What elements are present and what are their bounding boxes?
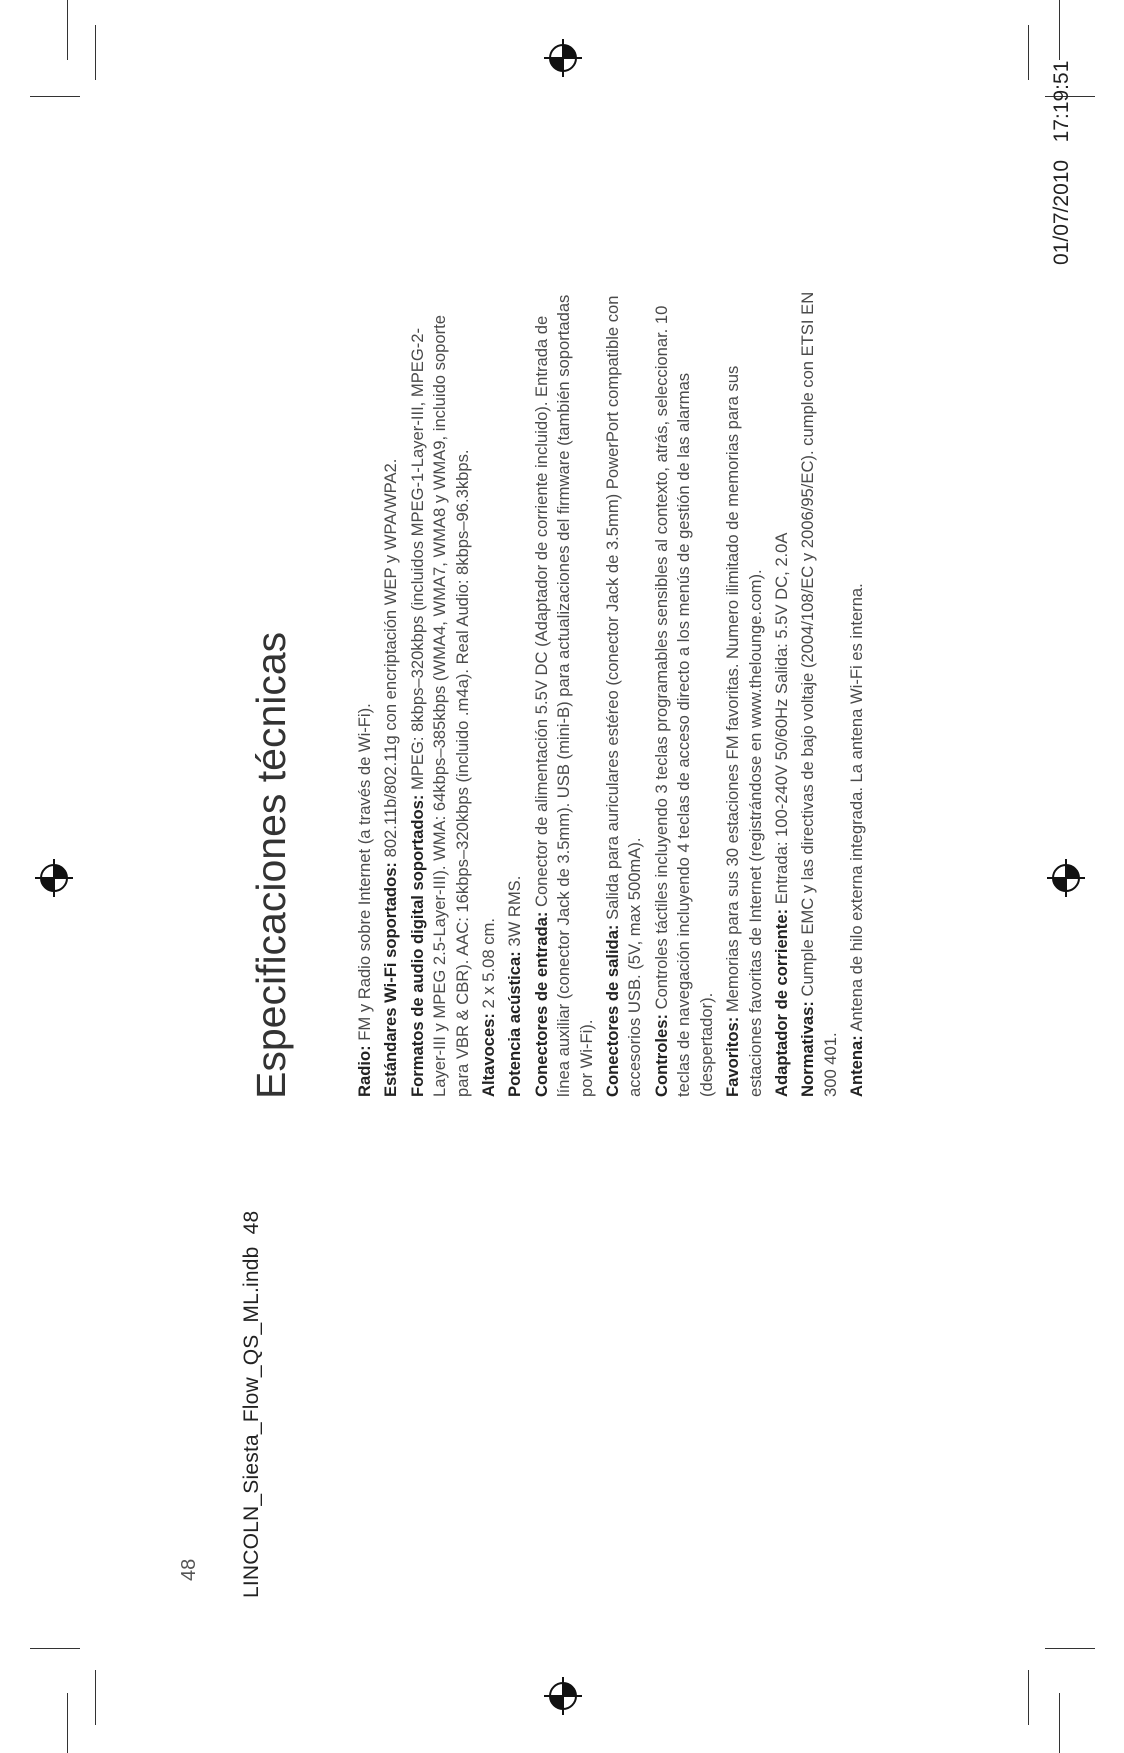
spec-text: 2 x 5.08 cm. bbox=[479, 918, 499, 1009]
spec-text: Antena de hilo externa integrada. La antena Wi-Fi es interna. bbox=[847, 583, 867, 1032]
spec-acoustic-power bbox=[504, 287, 526, 1097]
spec-controls bbox=[651, 287, 718, 1097]
spec-text: Conector de alimentación 5.5V DC (Adaptador de corriente incluido). Entrada de línea auxiliar (conector Jack de 3.5mm). USB (mini-B) para actualizaciones del firmware (también soportadas por Wi-Fi). bbox=[531, 294, 596, 1097]
spec-list bbox=[354, 287, 873, 1097]
spec-favorites bbox=[722, 287, 767, 1097]
spec-wifi-standards bbox=[380, 287, 402, 1097]
spec-text: FM y Radio sobre Internet (a través de Wi-Fi). bbox=[355, 703, 374, 1041]
page-number: 48 bbox=[178, 1558, 200, 1581]
spec-label: Adaptador de corriente: bbox=[771, 908, 791, 1097]
spec-power-adapter bbox=[771, 287, 793, 1097]
spec-text: Controles táctiles incluyendo 3 teclas programables sensibles al contexto, atrás, seleccionar. 10 teclas de navegación incluyendo 4 teclas de acceso directo a los menús de gestión de las alarmas (despertador). bbox=[651, 305, 716, 1097]
spec-label: Radio: bbox=[355, 1045, 374, 1097]
spec-label: Favoritos: bbox=[723, 1016, 743, 1097]
print-slug bbox=[240, 1211, 264, 1598]
spec-radio bbox=[354, 287, 376, 1097]
spec-label: Altavoces: bbox=[479, 1013, 499, 1097]
spec-label: Potencia acústica: bbox=[505, 951, 525, 1097]
spec-input-connectors bbox=[531, 287, 598, 1097]
spec-antenna bbox=[846, 287, 868, 1097]
slug-time: 17:19:51 bbox=[1050, 60, 1073, 143]
spec-regulations bbox=[797, 287, 842, 1097]
spec-text: Entrada: 100-240V 50/60Hz Salida: 5.5V DC, 2.0A bbox=[771, 532, 791, 905]
spec-output-connectors bbox=[602, 287, 647, 1097]
slug-page: 48 bbox=[240, 1210, 263, 1235]
spec-text: Cumple EMC y las directivas de bajo voltaje (2004/108/EC y 2006/95/EC). cumple con ETSI EN 300 401. bbox=[798, 291, 840, 1097]
spec-label: Controles: bbox=[651, 1014, 671, 1097]
spec-label: Formatos de audio digital soportados: bbox=[407, 794, 427, 1097]
spec-text: 802.11b/802.11g con encriptación WEP y WPA/WPA2. bbox=[381, 458, 401, 858]
spec-label: Conectores de entrada: bbox=[531, 911, 551, 1097]
spec-text: 3W RMS. bbox=[505, 875, 525, 947]
spec-label: Conectores de salida: bbox=[603, 924, 623, 1097]
spec-text: Memorias para sus 30 estaciones FM favoritas. Numero ilimitado de memorias para sus estaciones favoritas de Internet (registrándose en www.thelounge.com). bbox=[723, 365, 765, 1097]
print-slug-timestamp bbox=[1050, 61, 1074, 265]
page-title: Especificaciones técnicas bbox=[248, 631, 294, 1099]
spec-label: Normativas: bbox=[798, 1001, 818, 1097]
spec-label: Antena: bbox=[847, 1035, 867, 1097]
spec-text: MPEG: 8kbps–320kbps (incluidos MPEG-1-Layer-III, MPEG-2-Layer-III y MPEG 2.5-Layer-III). WMA: 64kbps–385kbps (WMA4, WMA7, WMA8 y WMA9, incluido soporte para VBR & CBR). AAC: 16kbps–320kbps (incluido .m4a). Real Audio: 8kbps–96.3kbps. bbox=[407, 315, 472, 1097]
spec-text: Salida para auriculares estéreo (conector Jack de 3.5mm) PowerPort compatible con accesorios USB. (5V, max 500mA). bbox=[603, 295, 645, 1097]
spec-audio-formats bbox=[407, 287, 474, 1097]
spec-label: Estándares Wi-Fi soportados: bbox=[381, 862, 401, 1097]
slug-date: 01/07/2010 bbox=[1050, 159, 1073, 265]
slug-file: LINCOLN_Siesta_Flow_QS_ML.indb bbox=[240, 1246, 263, 1598]
spec-speakers bbox=[478, 287, 500, 1097]
